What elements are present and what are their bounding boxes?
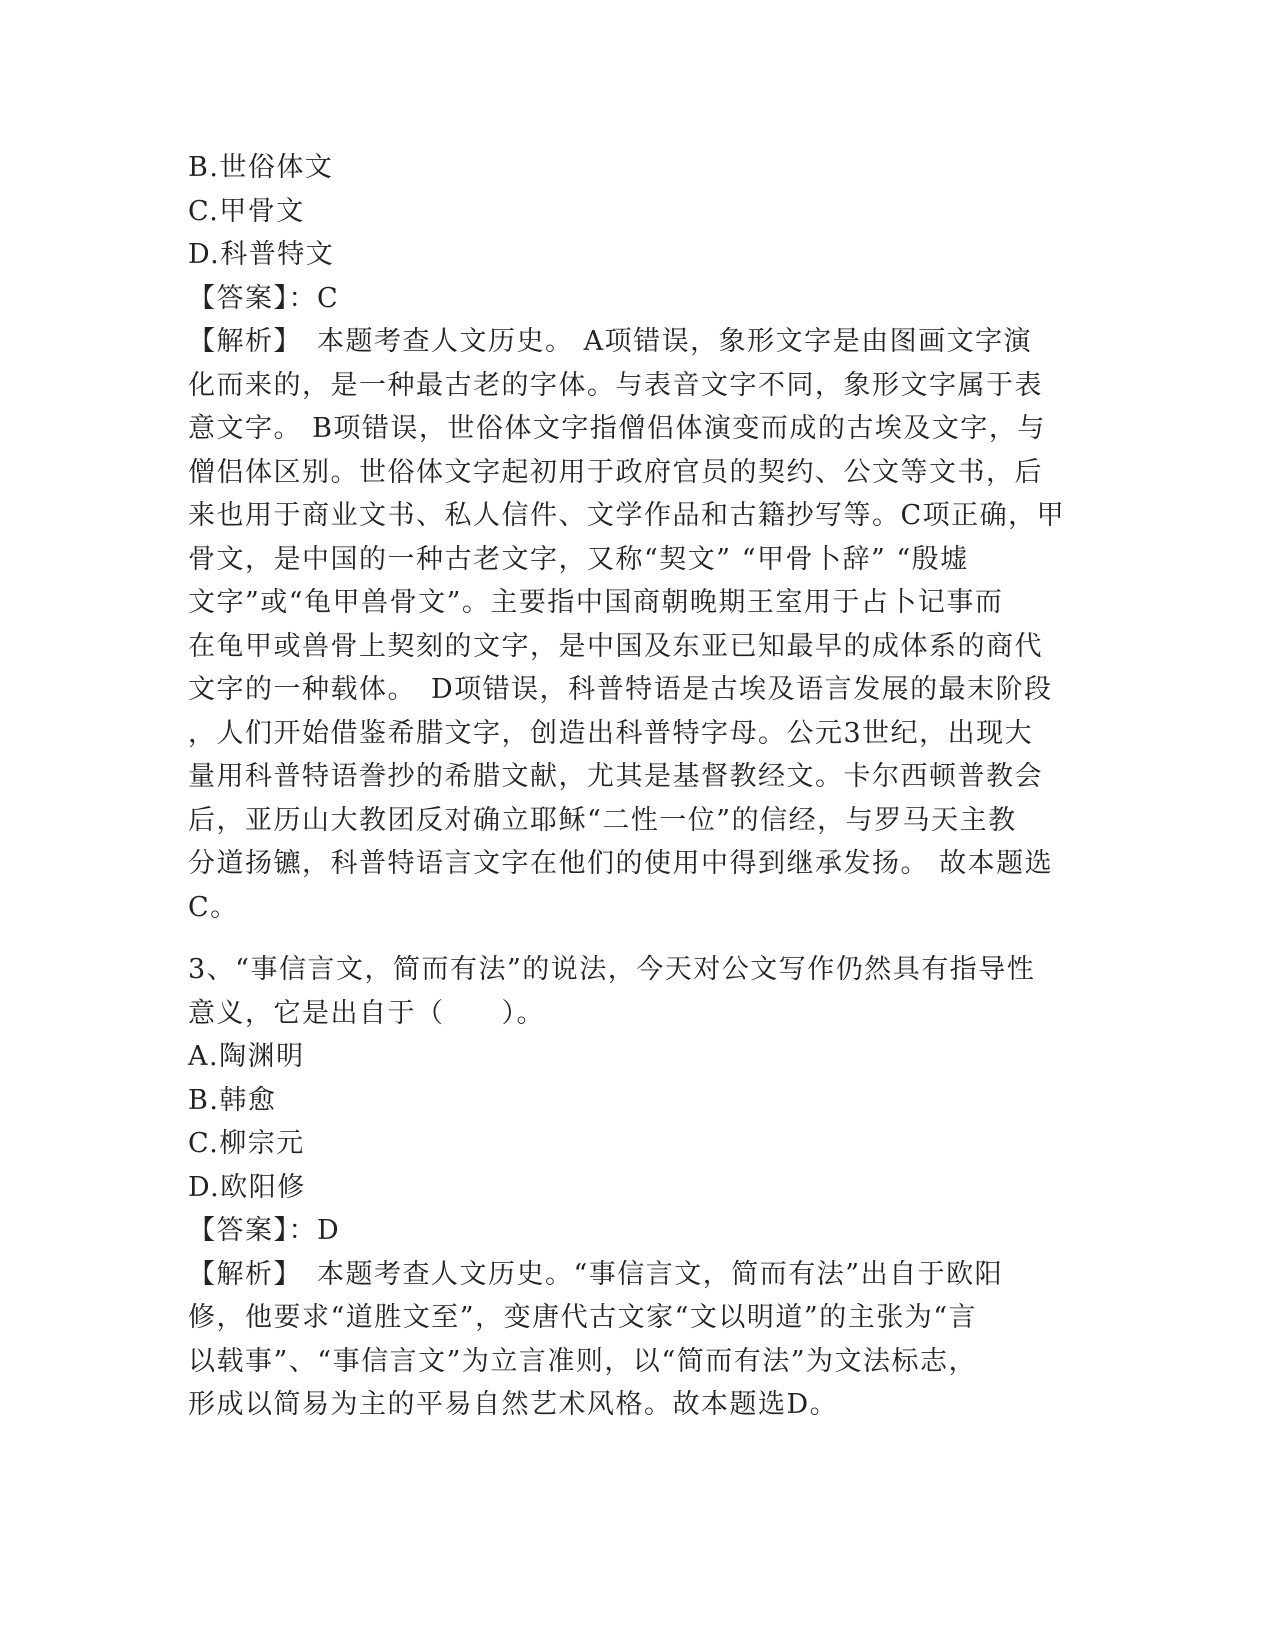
option-d: D.科普特文: [188, 239, 335, 270]
analysis-line: 以载事”、“事信言文”为立言准则，以“简而有法”为文法标志，: [188, 1345, 978, 1377]
analysis-line: 修，他要求“道胜文至”，变唐代古文家“文以明道”的主张为“言: [188, 1302, 978, 1333]
answer: 【答案】：D: [188, 1215, 341, 1246]
analysis-line: 文字的一种载体。 D项错误，科普特语是古埃及语言发展的最末阶段: [188, 674, 1053, 705]
analysis-line: 化而来的，是一种最古老的字体。与表音文字不同，象形文字属于表: [188, 369, 1043, 401]
analysis-line: C。: [188, 891, 239, 923]
analysis-line: 分道扬镳，科普特语言文字在他们的使用中得到继承发扬。 故本题选: [188, 848, 1054, 879]
option-b: B.韩愈: [188, 1084, 277, 1116]
analysis-line: 量用科普特语誊抄的希腊文献，尤其是基督教经文。卡尔西顿普教会: [188, 761, 1043, 792]
question-stem: 意义，它是出自于（ ）。: [188, 997, 545, 1029]
option-b: B.世俗体文: [188, 152, 334, 183]
analysis-line: 来也用于商业文书、私人信件、文学作品和古籍抄写等。C项正确，甲: [188, 500, 1066, 531]
question-stem: 3、“事信言文，简而有法”的说法，今天对公文写作仍然具有指导性: [188, 954, 1036, 985]
analysis-line: 意文字。 B项错误，世俗体文字指僧侣体演变而成的古埃及文字，与: [188, 413, 1046, 444]
answer: 【答案】：C: [188, 282, 340, 314]
analysis-line: 僧侣体区别。世俗体文字起初用于政府官员的契约、公文等文书，后: [188, 456, 1043, 488]
option-c: C.甲骨文: [188, 195, 305, 227]
question-2-block: [188, 146, 1088, 929]
analysis-line: 【解析】 本题考查人文历史。 A项错误，象形文字是由图画文字演: [188, 326, 1033, 357]
analysis-line: ，人们开始借鉴希腊文字，创造出科普特字母。公元3世纪，出现大: [188, 717, 1034, 749]
analysis-line: 文字”或“龟甲兽骨文”。主要指中国商朝晚期王室用于占卜记事而: [188, 587, 1004, 618]
analysis-line: 在龟甲或兽骨上契刻的文字，是中国及东亚已知最早的成体系的商代: [188, 630, 1043, 662]
analysis-line: 形成以简易为主的平易自然艺术风格。故本题选D。: [188, 1389, 839, 1420]
option-d: D.欧阳修: [188, 1171, 306, 1203]
option-a: A.陶渊明: [188, 1041, 305, 1072]
analysis-line: 骨文，是中国的一种古老文字，又称“契文” “甲骨卜辞” “殷墟: [188, 543, 969, 575]
question-3-block: [188, 948, 1088, 1427]
analysis-line: 后，亚历山大教团反对确立耶稣“二性一位”的信经，与罗马天主教: [188, 804, 1017, 836]
option-c: C.柳宗元: [188, 1128, 305, 1159]
analysis-line: 【解析】 本题考查人文历史。“事信言文，简而有法”出自于欧阳: [188, 1258, 1004, 1290]
